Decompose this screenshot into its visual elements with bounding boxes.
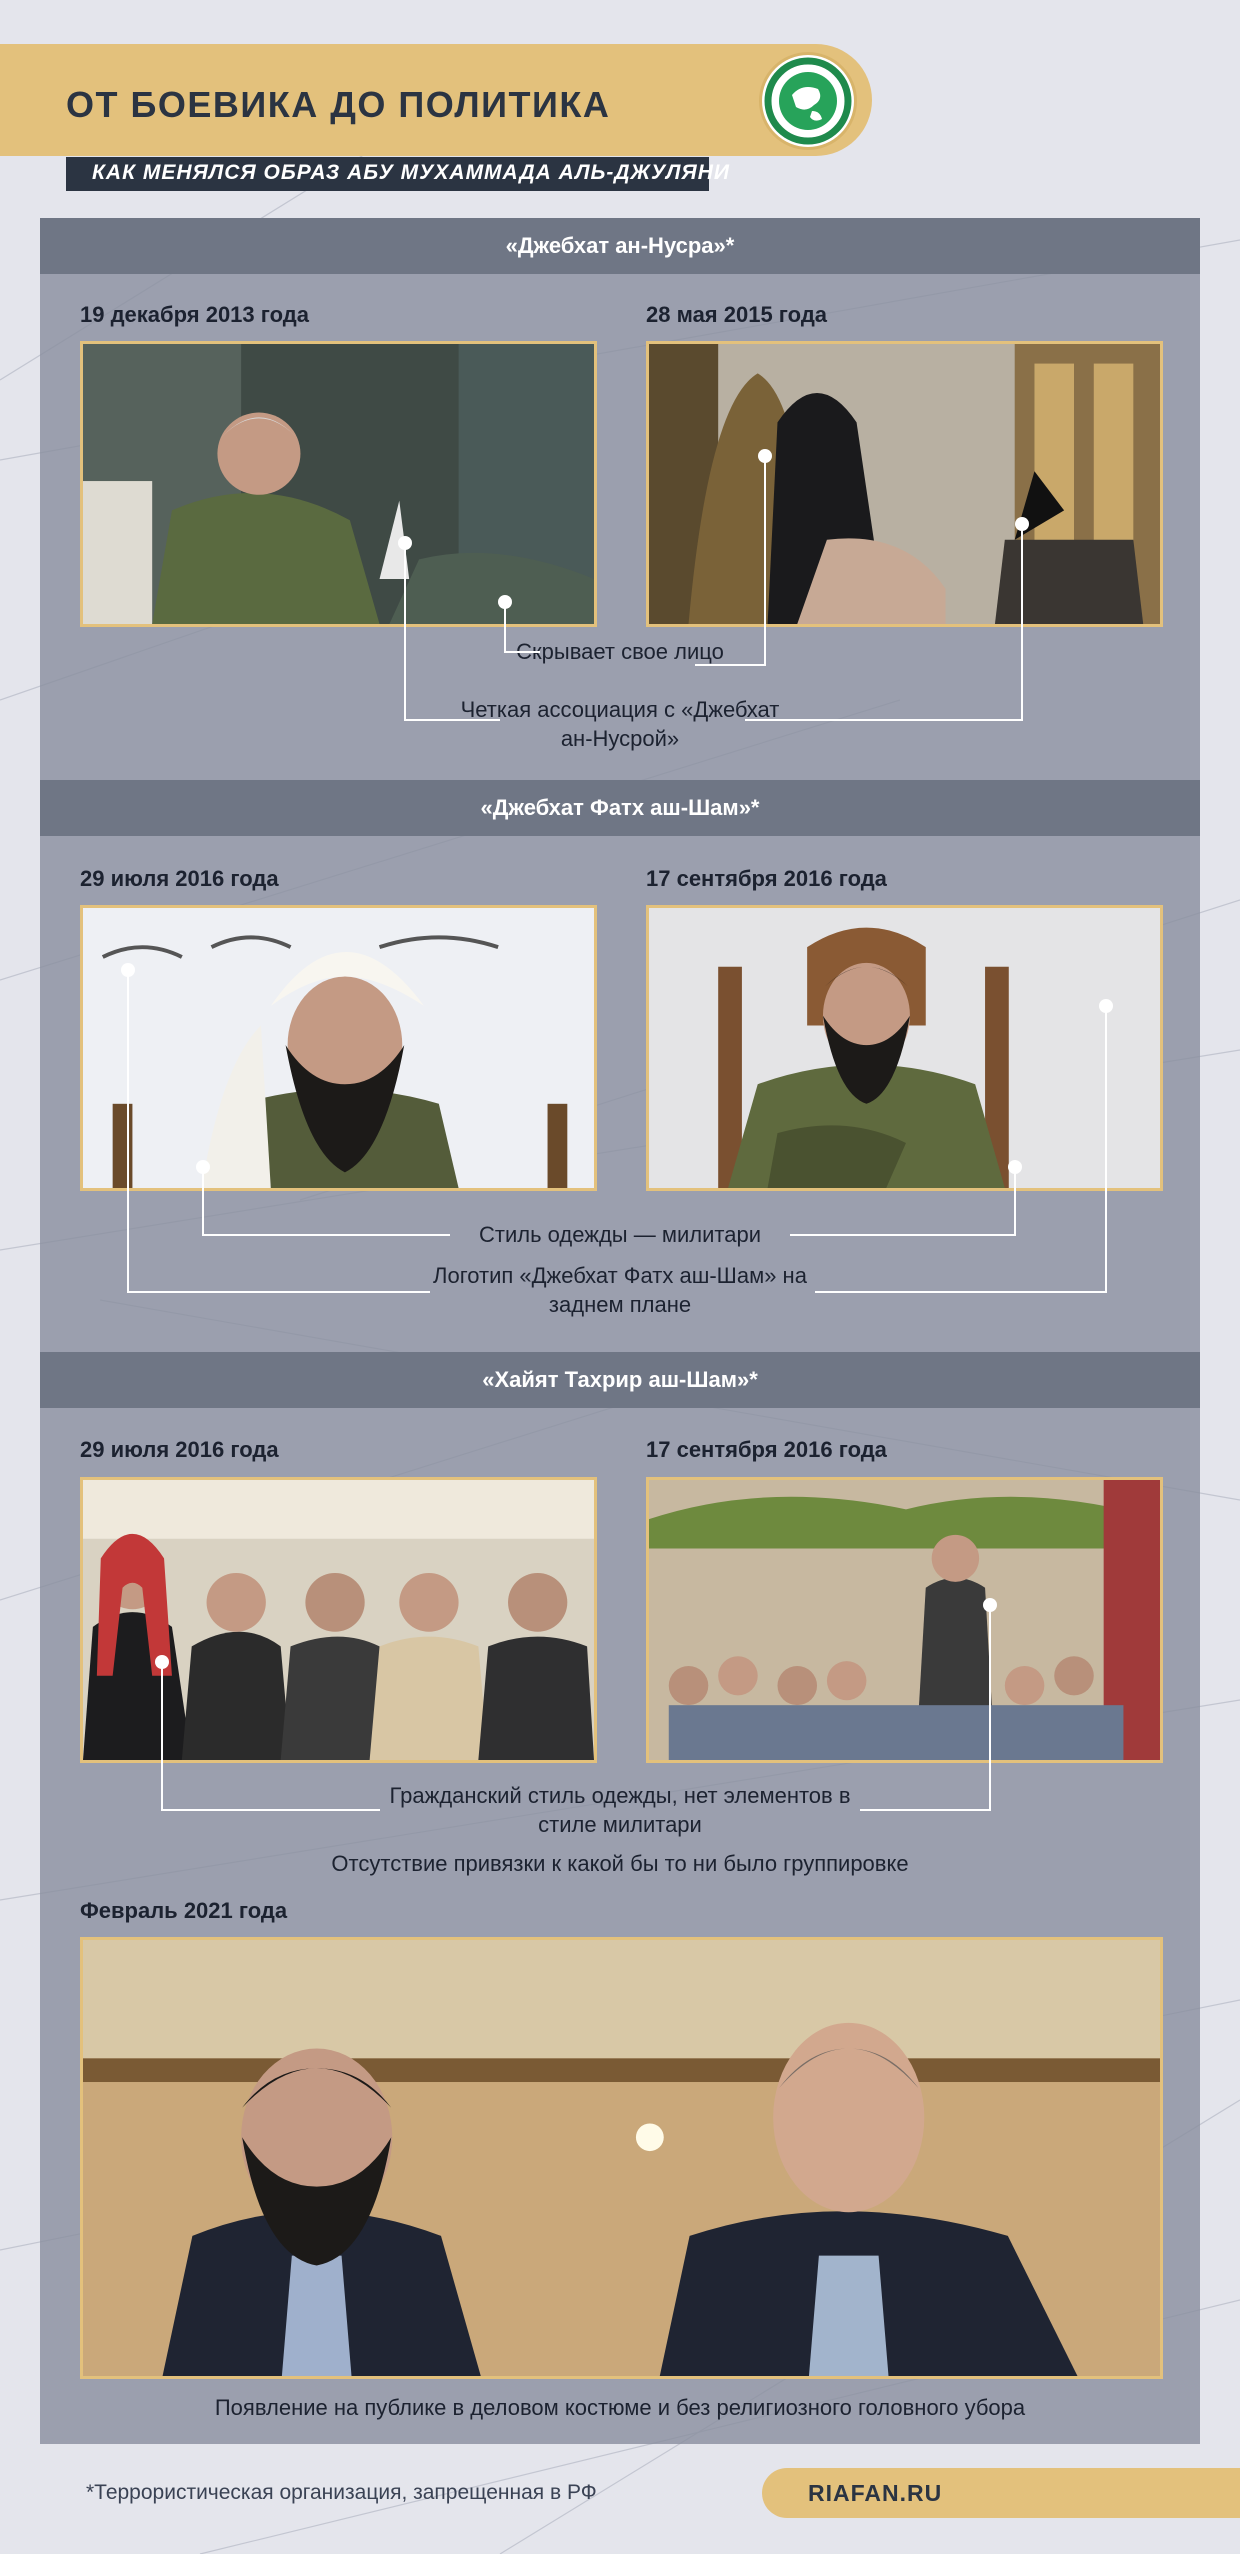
footnote-terrorist-org: *Террористическая организация, запрещенная в РФ xyxy=(86,2481,597,2504)
section-heading-fatah-sham: «Джебхат Фатх аш-Шам»* xyxy=(40,780,1200,836)
section-heading-tahrir-sham: «Хайят Тахрир аш-Шам»* xyxy=(40,1352,1200,1408)
section-2-right-date: 17 сентября 2016 года xyxy=(646,866,887,891)
globe-logo-icon xyxy=(762,55,854,147)
photo-2015-hidden-face xyxy=(646,341,1163,627)
section-1-right-date: 28 мая 2015 года xyxy=(646,302,828,327)
photo-with-children xyxy=(646,1477,1163,1763)
section-3-left-date: 29 июля 2016 года xyxy=(80,1437,279,1462)
photo-group-civilian xyxy=(80,1477,597,1763)
caption-logo-background: Логотип «Джебхат Фатх аш-Шам» на заднем плане xyxy=(433,1263,807,1317)
photo-2013-interview xyxy=(80,341,597,627)
page-subtitle: КАК МЕНЯЛСЯ ОБРАЗ АБУ МУХАММАДА АЛЬ-ДЖУЛЯНИ xyxy=(92,161,730,184)
final-date: Февраль 2021 года xyxy=(80,1898,288,1923)
caption-military-style: Стиль одежды — милитари xyxy=(479,1222,761,1247)
photo-2021-business-suit xyxy=(80,1937,1163,2379)
caption-no-group-ties: Отсутствие привязки к какой бы то ни было группировке xyxy=(331,1851,909,1876)
section-heading-nusra: «Джебхат ан-Нусра»* xyxy=(40,218,1200,274)
caption-civilian-style: Гражданский стиль одежды, нет элементов в стиле милитари xyxy=(389,1783,851,1837)
photo-2016-sept-military xyxy=(646,905,1163,1191)
caption-business-suit: Появление на публике в деловом костюме и без религиозного головного убора xyxy=(214,2395,1026,2420)
caption-hides-face: Скрывает свое лицо xyxy=(516,639,724,664)
section-2-left-date: 29 июля 2016 года xyxy=(80,866,279,891)
photo-2016-july-announcement xyxy=(80,905,597,1191)
section-1-left-date: 19 декабря 2013 года xyxy=(80,302,309,327)
site-link[interactable]: RIAFAN.RU xyxy=(808,2480,943,2506)
caption-nusra-association: Четкая ассоциация с «Джебхат ан-Нусрой» xyxy=(460,697,780,751)
section-3-right-date: 17 сентября 2016 года xyxy=(646,1437,887,1462)
page-title: ОТ БОЕВИКА ДО ПОЛИТИКА xyxy=(66,84,611,125)
